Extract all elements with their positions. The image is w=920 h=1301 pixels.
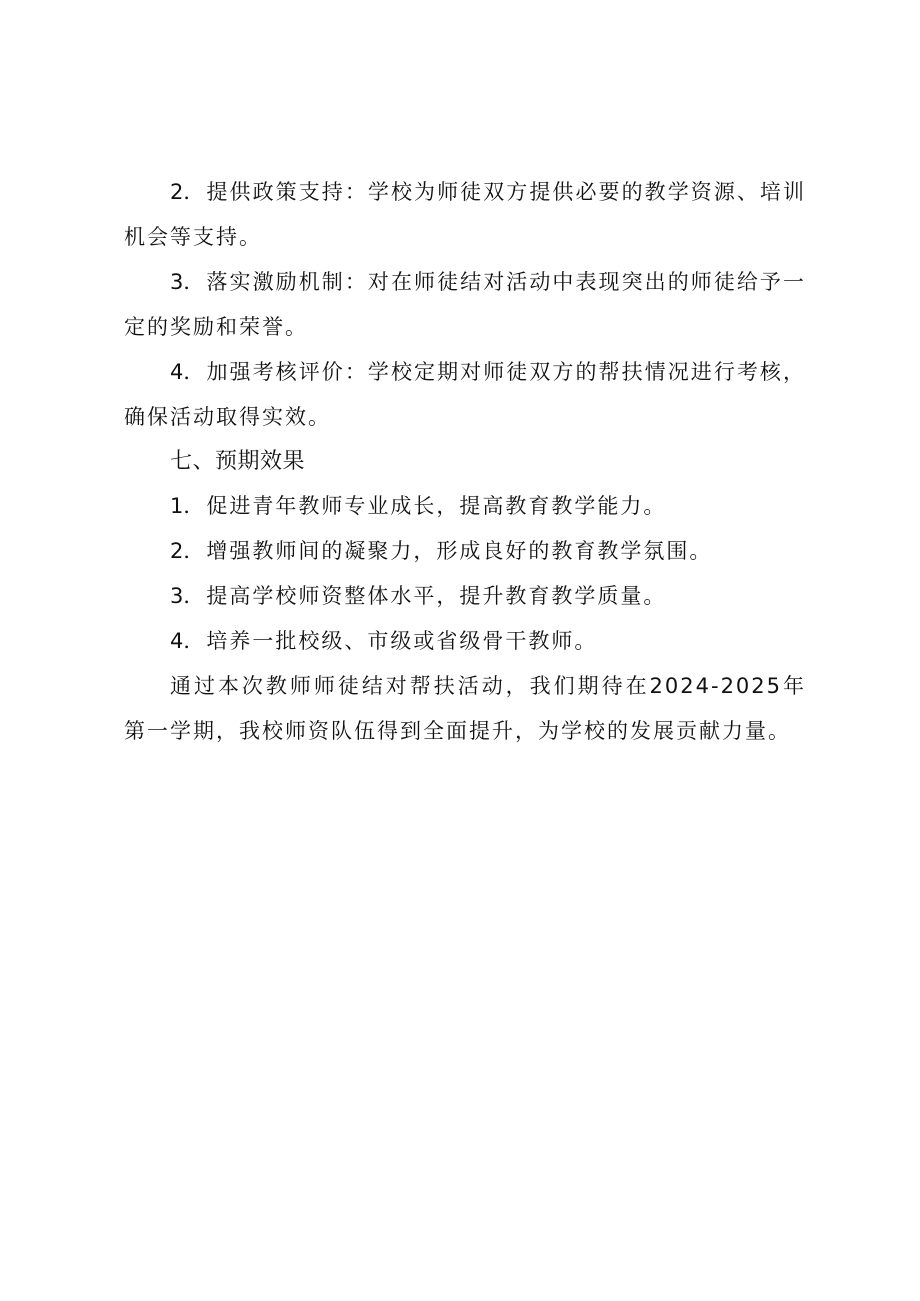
item-text: ．落实激励机制：对在师徒结对活动中表现突出的师徒给予一定的奖励和荣誉。 (124, 270, 806, 339)
paragraph-incentive-mechanism (124, 260, 806, 350)
item-number: 2 (170, 180, 184, 204)
item-text: ．增强教师间的凝聚力，形成良好的教育教学氛围。 (183, 539, 713, 563)
effect-item (124, 619, 806, 664)
effect-item (124, 529, 806, 574)
paragraph-assessment (124, 350, 806, 440)
conclusion-paragraph: 通过本次教师师徒结对帮扶活动，我们期待在2024-2025年第一学期，我校师资队伍得到全面提升，为学校的发展贡献力量。 (124, 674, 806, 743)
item-number: 3 (170, 270, 184, 294)
item-number: 2 (170, 539, 184, 563)
item-number: 4 (170, 629, 184, 653)
item-number: 1 (170, 494, 184, 518)
item-text: ．提供政策支持：学校为师徒双方提供必要的教学资源、培训机会等支持。 (124, 180, 806, 249)
effect-item (124, 574, 806, 619)
item-text: ．促进青年教师专业成长，提高教育教学能力。 (183, 494, 667, 518)
item-text: ．培养一批校级、市级或省级骨干教师。 (183, 629, 598, 653)
item-number: 4 (170, 360, 184, 384)
document-body (124, 170, 806, 754)
paragraph-policy-support (124, 170, 806, 260)
item-number: 3 (170, 584, 184, 608)
item-text: ．加强考核评价：学校定期对师徒双方的帮扶情况进行考核，确保活动取得实效。 (124, 360, 806, 429)
item-text: ．提高学校师资整体水平，提升教育教学质量。 (183, 584, 667, 608)
effect-item (124, 484, 806, 529)
section-heading-expected-effects: 七、预期效果 (170, 449, 306, 474)
